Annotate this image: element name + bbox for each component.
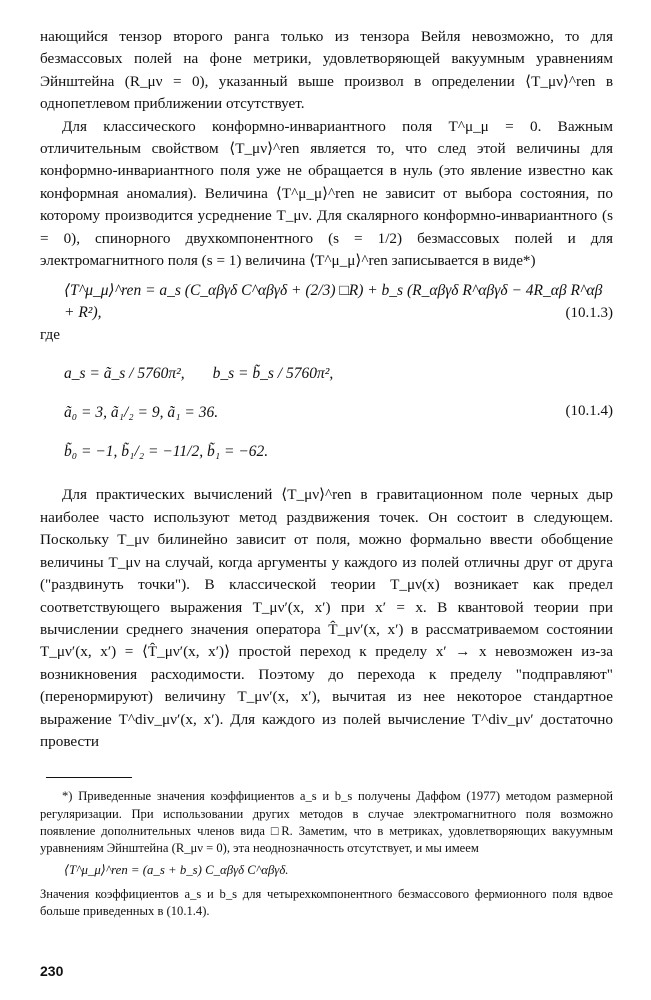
footnote: [40, 788, 613, 920]
page-number: 230: [40, 963, 64, 979]
footnote-equation: ⟨T^μ_μ⟩^ren = (a_s + b_s) C_αβγδ C^αβγδ.: [64, 863, 289, 878]
main-text-continued: [40, 484, 613, 753]
footnote-divider: [46, 777, 132, 778]
equation-trace-anomaly-text: ⟨T^μ_μ⟩^ren = a_s (C_αβγδ C^αβγδ + (2/3) □R) + b_s (R_αβγδ R^αβγδ − 4R_αβ R^αβ + R²),: [64, 282, 603, 322]
paragraph-conformal-anomaly: Для классического конформно-инвариантного поля T^μ_μ = 0. Важным отличительным свойством ⟨T_μν⟩^ren является то, что след этой величины для конформно-инвариантного поля уже не обращается в нуль (это явление известно как конформная аномалия). Величина ⟨T^μ_μ⟩^ren не зависит от выбора состояния, по которому производится усреднение T_μν. Для скалярного конформно-инвариантного (s = 0), спинорного двухкомпонентного (s = 1/2) безмассовых полей и для электромагнитного поля (s = 1) величина ⟨T^μ_μ⟩^ren записывается в виде*): [40, 117, 613, 270]
footnote-text: *) Приведенные значения коэффициентов a_s и b_s получены Даффом (1977) методом размерной регуляризации. При использовании других методов в случае электромагнитного поля возможно появление дополнительных членов вида □R. Заметим, что в метриках, удовлетворяющих вакуумным уравнениям Эйнштейна (R_μν = 0), эта неоднозначность отсутствует, и мы имеем: [40, 789, 613, 855]
equation-number-10-1-4: (10.1.4): [565, 403, 613, 420]
footnote-text-end: Значения коэффициентов a_s и b_s для четырехкомпонентного безмассового фермионного поля вдвое больше приведенных в (10.1.4).: [40, 887, 613, 919]
where-label: где: [40, 326, 60, 344]
coefficient-definitions: [64, 352, 613, 396]
paragraph-point-splitting: Для практических вычислений ⟨T_μν⟩^ren в гравитационном поле черных дыр наиболее часто используют метод раздвижения точек. Он состоит в следующем. Поскольку T_μν билинейно зависит от поля, можно формально ввести обобщение величины T_μν на случай, когда аргументы у каждого из полей отличны друг от друга ("раздвинуть точки"). В классической теории T_μν(x) возникает как предел соответствующего выражения T_μν′(x, x′) при x′ = x. В квантовой теории при вычислении среднего значения оператора T̂_μν′(x, x′) в рассматриваемом состоянии T_μν′(x, x′) = ⟨T̂_μν′(x, x′)⟩ простой переход к пределу x′ → x невозможен из-за возникновения расходимости. Поэтому до перехода к пределу "подправляют" (перенормируют) величину T_μν′(x, x′), вычитая из нее некоторое стандартное выражение T^div_μν′(x, x′). Для каждого из полей вычисление T^div_μν′ достаточно провести: [40, 486, 613, 750]
equation-coefficients: [64, 352, 613, 474]
coefficient-a-values: ã₀ = 3, ã₁/₂ = 9, ã₁ = 36.: [64, 404, 219, 422]
coefficient-a-definition: a_s = ã_s / 5760π²,: [64, 365, 185, 383]
equation-trace-anomaly: [64, 280, 613, 324]
coefficient-b-definition: b_s = b̃_s / 5760π²,: [212, 365, 334, 383]
equation-number-10-1-3: (10.1.3): [565, 305, 613, 322]
coefficient-b-values: b̃₀ = −1, b̃₁/₂ = −11/2, b̃₁ = −62.: [64, 443, 269, 461]
paragraph-continuation: нающийся тензор второго ранга только из тензора Вейля невозможно, то для безмассовых полей на фоне метрики, удовлетворяющей вакуумным уравнениям Эйнштейна (R_μν = 0), указанный выше произвол в определении ⟨T_μν⟩^ren в однопетлевом приближении отсутствует.: [40, 28, 613, 113]
main-text: [40, 26, 613, 272]
